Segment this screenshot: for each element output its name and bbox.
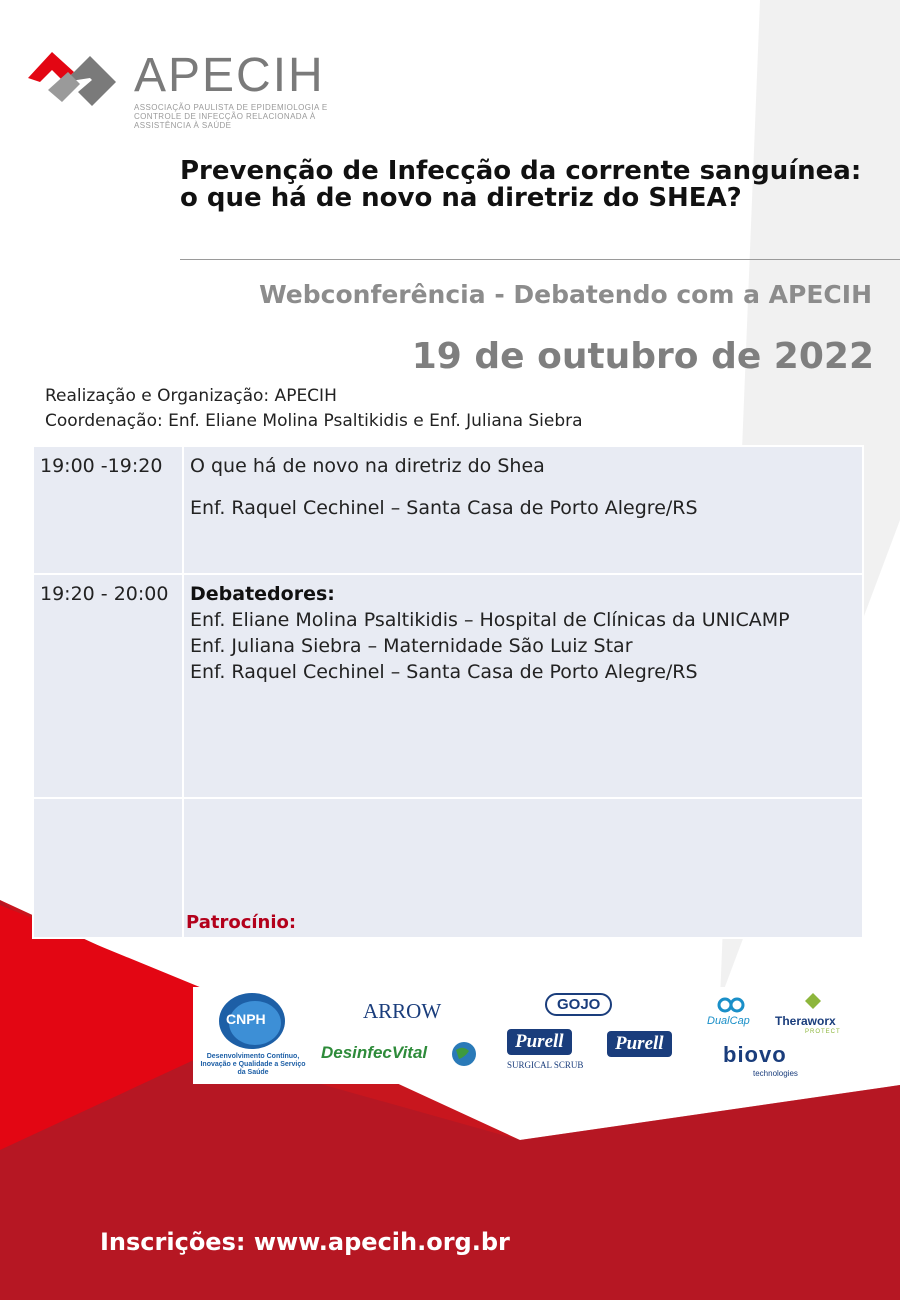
globe-icon — [451, 1041, 477, 1067]
session-topic: O que há de novo na diretriz do Shea — [190, 455, 545, 477]
debatedor-item: Enf. Juliana Siebra – Maternidade São Luiz Star — [190, 635, 633, 657]
theraworx-logo: Theraworx — [775, 1014, 836, 1028]
desinfecvital-logo: DesinfecVital — [321, 1043, 428, 1062]
registration-link[interactable]: Inscrições: www.apecih.org.br — [100, 1228, 510, 1256]
logo-wordmark: APECIH — [134, 49, 325, 102]
table-row — [33, 798, 863, 938]
table-row — [33, 446, 863, 574]
organization-info — [45, 384, 583, 434]
table-row — [33, 574, 863, 798]
theraworx-sub: PROTECT — [805, 1029, 841, 1035]
debatedores-heading: Debatedores: — [190, 583, 335, 605]
cnph-tagline: Desenvolvimento Contínuo, Inovação e Qualidade a Serviço da Saúde — [200, 1053, 306, 1076]
schedule-table — [32, 445, 864, 939]
theraworx-icon — [805, 993, 821, 1009]
apecih-logo-icon — [28, 50, 120, 106]
biovo-sub: technologies — [753, 1069, 798, 1078]
sponsors-panel — [193, 987, 863, 1084]
arrow-logo: ARROW — [363, 999, 442, 1023]
time-cell: 19:20 - 20:00 — [33, 574, 183, 798]
debatedor-item: Enf. Eliane Molina Psaltikidis – Hospital de Clínicas da UNICAMP — [190, 609, 790, 631]
event-subtitle: Webconferência - Debatendo com a APECIH — [259, 280, 872, 309]
biovo-logo: biovo — [723, 1042, 787, 1067]
coordenacao-text: Coordenação: Enf. Eliane Molina Psaltikidis e Enf. Juliana Siebra — [45, 411, 583, 431]
empty-time-cell — [33, 798, 183, 938]
cnph-text: CNPH — [226, 1011, 266, 1027]
event-date: 19 de outubro de 2022 — [411, 336, 874, 377]
realizacao-text: Realização e Organização: APECIH — [45, 386, 337, 406]
gojo-logo: GOJO — [545, 993, 612, 1016]
page-title: Prevenção de Infecção da corrente sanguínea: o que há de novo na diretriz do SHEA? — [180, 156, 862, 213]
purell-surgical-sub: SURGICAL SCRUB — [507, 1060, 584, 1070]
purell-logo: Purell — [607, 1031, 672, 1057]
dualcap-icon — [717, 997, 745, 1013]
session-speaker: Enf. Raquel Cechinel – Santa Casa de Porto Alegre/RS — [190, 497, 698, 519]
dualcap-logo: DualCap — [707, 1015, 750, 1027]
logo-subtitle: ASSOCIAÇÃO PAULISTA DE EPIDEMIOLOGIA E CONTROLE DE INFECÇÃO RELACIONADA À ASSISTÊNCIA À SAÚDE — [134, 103, 328, 130]
title-divider — [180, 259, 900, 260]
purell-surgical-logo: Purell — [507, 1029, 572, 1055]
time-cell: 19:00 -19:20 — [33, 446, 183, 574]
session-cell — [183, 446, 863, 574]
debatedor-item: Enf. Raquel Cechinel – Santa Casa de Porto Alegre/RS — [190, 661, 698, 683]
session-cell — [183, 574, 863, 798]
sponsors-label: Patrocínio: — [186, 912, 297, 933]
